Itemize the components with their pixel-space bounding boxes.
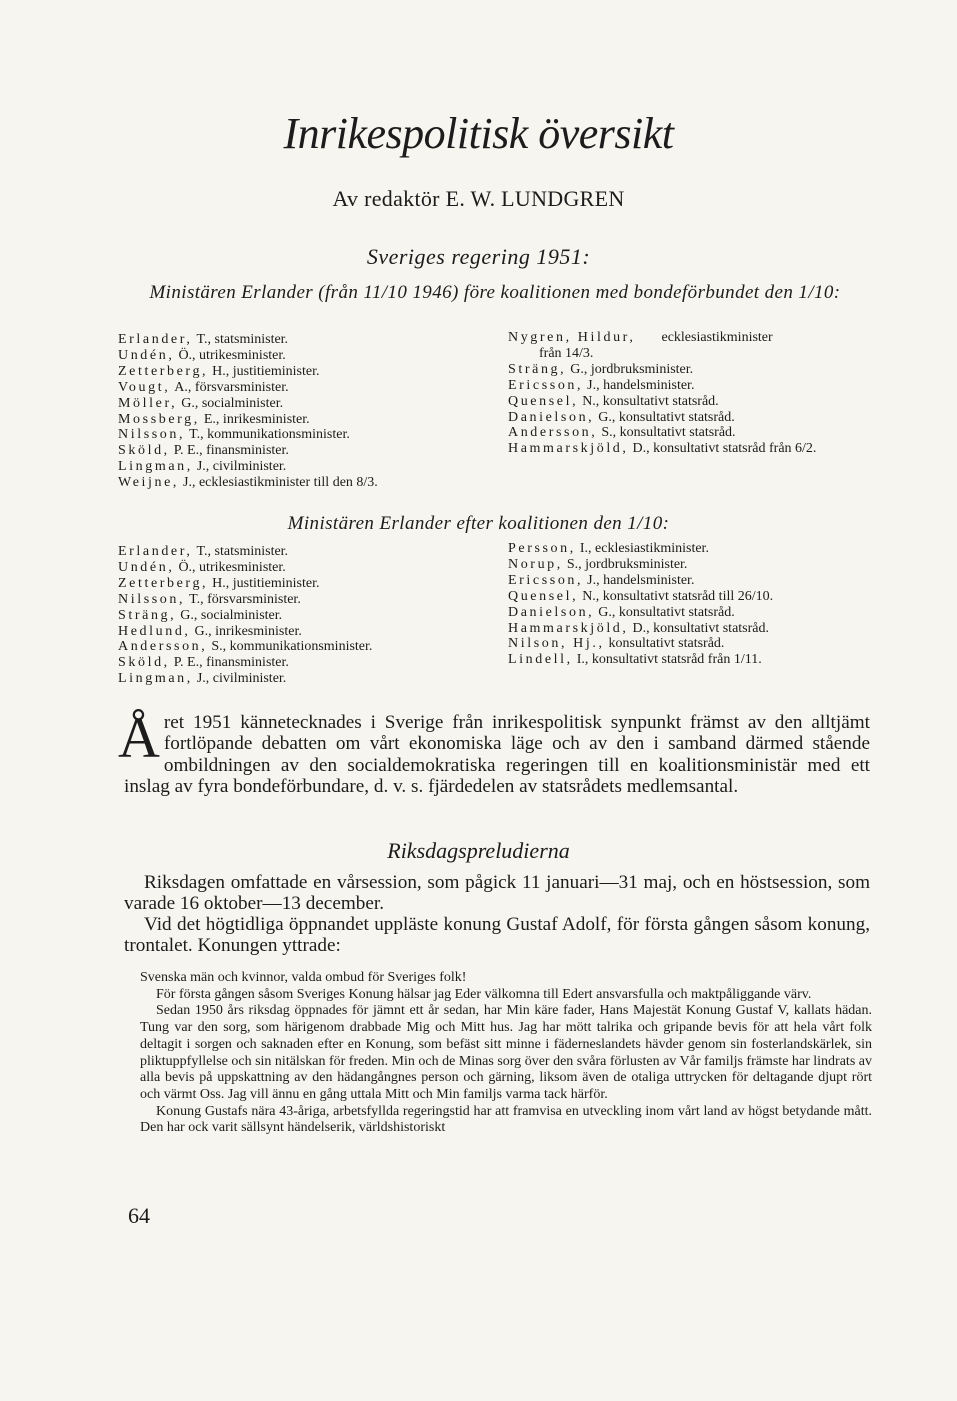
page-title: Inrikespolitisk översikt [283,109,674,158]
list-item [118,655,498,671]
list-item [508,605,870,621]
list-item [118,624,498,640]
minister-name: Hammarskjöld, [508,441,629,457]
list-item [118,608,498,624]
list-item [508,541,870,557]
list-item [118,475,498,491]
cabinet2-heading: Ministären Erlander efter koalitionen den 1/10: [287,513,670,534]
minister-name: Mossberg, [118,411,200,427]
minister-role: konsultativt statsråd. [608,636,725,652]
minister-name: Nilsson, [118,591,186,607]
minister-name: Hammarskjöld, [508,620,629,636]
minister-role: A., försvarsminister. [174,379,289,395]
minister-name: Undén, [118,347,175,363]
minister-role: I., konsultativt statsråd från 1/11. [576,652,762,668]
list-item [508,557,870,573]
list-item [508,330,870,346]
minister-role: Ö., utrikesminister. [178,559,286,575]
body-paragraph-1: Riksdagen omfattade en vårsession, som pågick 11 januari—31 maj, och en höstsession, som varade 16 oktober—13 december. [124,872,870,915]
minister-role: J., civilminister. [196,459,287,475]
minister-name: Möller, [118,395,178,411]
minister-name: Sträng, [508,361,567,377]
minister-role: N., konsultativt statsråd till 26/10. [582,588,774,604]
minister-name: Norup, [508,556,563,572]
minister-name: Vougt, [118,379,171,395]
list-item [118,427,498,443]
list-item [508,636,870,652]
minister-role: J., handelsminister. [587,377,695,393]
minister-role: G., konsultativt statsråd. [598,604,735,620]
minister-role: D., konsultativt statsråd. [632,620,770,636]
list-item [508,394,870,410]
cabinet2-right-list [508,541,870,668]
list-item [118,348,498,364]
minister-name: Ericsson, [508,572,584,588]
list-item [508,621,870,637]
list-item [118,544,498,560]
minister-name: Zetterberg, [118,363,209,379]
minister-role: N., konsultativt statsråd. [582,393,719,409]
minister-role: G., inrikesminister. [194,623,302,639]
minister-name: Hedlund, [118,623,191,639]
body-paragraph-2: Vid det högtidliga öppnandet uppläste konung Gustaf Adolf, för första gången såsom konung, trontalet. Konungen yttrade: [124,914,870,957]
minister-name: Andersson, [508,425,598,441]
list-item [118,380,498,396]
byline: Av redaktör E. W. LUNDGREN [332,186,625,211]
page-number: 64 [128,1203,150,1228]
minister-name: Undén, [118,559,175,575]
cabinet2-left-list [118,544,498,687]
minister-name: Sköld, [118,655,170,671]
minister-name: Lingman, [118,459,193,475]
minister-name: Danielson, [508,604,595,620]
minister-role: S., konsultativt statsråd. [601,425,736,441]
minister-role: H., justitieminister. [212,363,320,379]
minister-name: Danielson, [508,409,595,425]
minister-name: Quensel, [508,588,579,604]
cabinet1-left-list [118,332,498,491]
minister-name: Erlander, [118,544,193,559]
cabinet1-heading: Ministären Erlander (från 11/10 1946) före koalitionen med bondeförbundet den 1/10: [149,282,841,303]
minister-name: Lindell, [508,652,573,668]
list-item [118,412,498,428]
list-item [508,425,870,441]
minister-name: Zetterberg, [118,575,209,591]
list-item [118,332,498,348]
minister-role: G., socialminister. [181,395,284,411]
quote-paragraph: Sedan 1950 års riksdag öppnades för jämnt ett år sedan, har Min käre fader, Hans Majestät Konung Gustaf V, kallats hädan. Tung var den sorg, som härigenom drabbade Mig och Mitt hus. Jag har mött talrika och gripande bevis för att hela vårt folk deltagit i sorgen och saknaden efter en Konung, som befäst sitt minne i fäderneslandets hävder genom sin fosterlandskärlek, sin pliktuppfyllelse och sin nitälskan för freden. Min och de Minas sorg över den svåra förlusten av Vår familjs främste har lindrats av alla bevis på uppskattning av den hädangångnes person och gärning, liksom även de otaliga uttrycken för deltagande djupt rört och värmt Oss. Jag vill ännu en gång uttala Mitt och Min familjs varma tack härför. [140,1003,872,1102]
minister-name: Nilson, Hj., [508,636,605,652]
minister-role: Ö., utrikesminister. [178,347,286,363]
list-item [508,652,870,668]
minister-name: Andersson, [118,639,208,655]
minister-role: D., konsultativt statsråd från 6/2. [632,441,817,457]
minister-role: G., socialminister. [180,607,283,623]
minister-role: S., jordbruksminister. [566,556,688,572]
quote-paragraph: Svenska män och kvinnor, valda ombud för Sveriges folk! [140,970,467,985]
minister-name: Weijne, [118,475,179,491]
minister-role: T., statsminister. [196,332,289,347]
intro-text: ret 1951 kännetecknades i Sverige från inrikespolitisk synpunkt främst av den alltjämt fortlöpande debatten om vårt ekonomiska läge och av den i samband därmed stående ombildningen av den socialdemokratiska regeringen till en koalitionsministär med ett inslag av fyra bondeförbundare, d. v. s. fjärdedelen av statsrådets medlemsantal. [124,712,870,797]
minister-name: Nygren, Hildur, [508,330,636,345]
list-item [508,362,870,378]
list-item [118,592,498,608]
list-item [118,560,498,576]
minister-role: ecklesiastikminister [661,330,773,345]
minister-name: Lingman, [118,671,193,687]
intro-paragraph [118,705,870,797]
minister-role: T., kommunikationsminister. [189,427,350,443]
list-item [508,410,870,426]
minister-role: J., handelsminister. [587,572,695,588]
minister-role: G., konsultativt statsråd. [598,409,735,425]
minister-name: Erlander, [118,332,193,347]
minister-role: J., ecklesiastikminister till den 8/3. [183,475,378,491]
list-item [118,443,498,459]
minister-name: Nilsson, [118,427,186,443]
drop-cap: Å [118,705,160,770]
minister-role: T., försvarsminister. [189,591,301,607]
list-item [118,364,498,380]
list-item [508,346,870,362]
minister-role: från 14/3. [539,345,594,361]
list-item [118,396,498,412]
list-item [508,573,870,589]
minister-name: Sträng, [118,607,177,623]
minister-role: I., ecklesiastikminister. [579,541,709,556]
minister-name: Quensel, [508,393,579,409]
minister-role: G., jordbruksminister. [570,361,694,377]
minister-name: Ericsson, [508,377,584,393]
list-item [508,378,870,394]
minister-role: P. E., finansminister. [173,655,289,671]
government-heading: Sveriges regering 1951: [366,244,591,269]
section-heading: Riksdagspreludierna [387,838,570,863]
minister-name: Sköld, [118,443,170,459]
quote-paragraph: Konung Gustafs nära 43-åriga, arbetsfyllda regeringstid har att framvisa en utveckling inom vårt land av högst betydande mått. Den har ock varit sällsynt händelserik, världshistoriskt [140,1103,872,1136]
minister-role: E., inrikesminister. [203,411,310,427]
list-item [118,671,498,687]
quote-paragraph: För första gången såsom Sveriges Konung hälsar jag Eder välkomna till Edert ansvarsfulla och maktpåliggande värv. [156,986,812,1002]
minister-role: T., statsminister. [196,544,289,559]
minister-role: J., civilminister. [196,671,287,687]
cabinet1-right-list [508,330,870,457]
list-item [508,589,870,605]
list-item [508,441,870,457]
list-item [118,459,498,475]
list-item [118,639,498,655]
minister-role: H., justitieminister. [212,575,320,591]
list-item [118,576,498,592]
minister-role: P. E., finansminister. [173,443,289,459]
minister-name: Persson, [508,541,576,556]
throne-speech-quote [140,970,872,1137]
minister-role: S., kommunikationsminister. [211,639,373,655]
